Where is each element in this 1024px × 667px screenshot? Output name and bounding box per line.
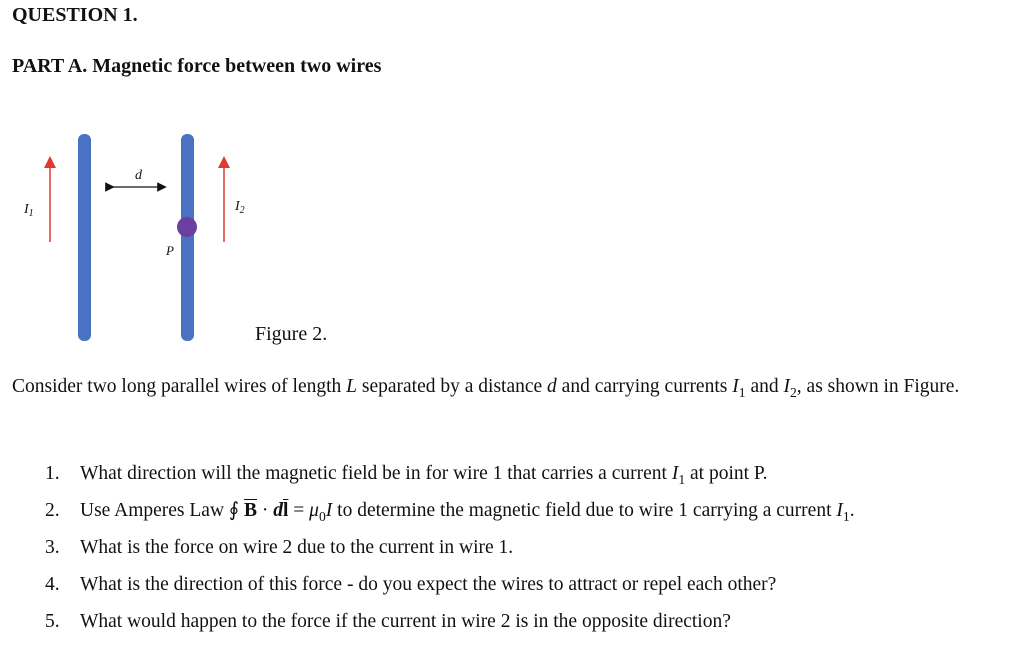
question-heading: QUESTION 1. — [12, 4, 138, 26]
label-p: P — [166, 243, 174, 258]
part-heading: PART A. Magnetic force between two wires — [12, 55, 382, 77]
intro-paragraph: Consider two long parallel wires of length L separated by a distance d and carrying currents $I_1$ and $I_2$, as shown in Figure. — [12, 376, 960, 400]
question-item-2: 2. Use Amperes Law ∮ $\overline{B} \cdot d\overline{l} = \mu_0I$ to determine the magnetic field due to wire 1 carrying a current $I_1$. — [45, 500, 855, 524]
ampere-law-equation: ∮ $\overline{B} \cdot d\overline{l} = \mu_0I$ — [228, 500, 333, 524]
question-item-4: 4. What is the direction of this force - do you expect the wires to attract or repel each other? — [45, 574, 777, 595]
point-p-marker — [177, 217, 197, 237]
question-item-3: 3. What is the force on wire 2 due to the current in wire 1. — [45, 537, 514, 558]
figure-svg — [0, 120, 420, 360]
label-d: d — [135, 168, 142, 183]
question-list — [45, 460, 1015, 645]
wire-1 — [78, 134, 91, 341]
label-i2: $I_2$ — [235, 199, 245, 216]
figure-2 — [0, 120, 420, 360]
question-item-1: 1. What direction will the magnetic field be in for wire 1 that carries a current $I_1$ at point P. — [45, 463, 768, 487]
question-item-5: 5. What would happen to the force if the current in wire 2 is in the opposite direction? — [45, 611, 731, 632]
wire-2 — [181, 134, 194, 341]
label-i1: $I_1$ — [24, 202, 34, 219]
figure-caption: Figure 2. — [255, 323, 328, 345]
